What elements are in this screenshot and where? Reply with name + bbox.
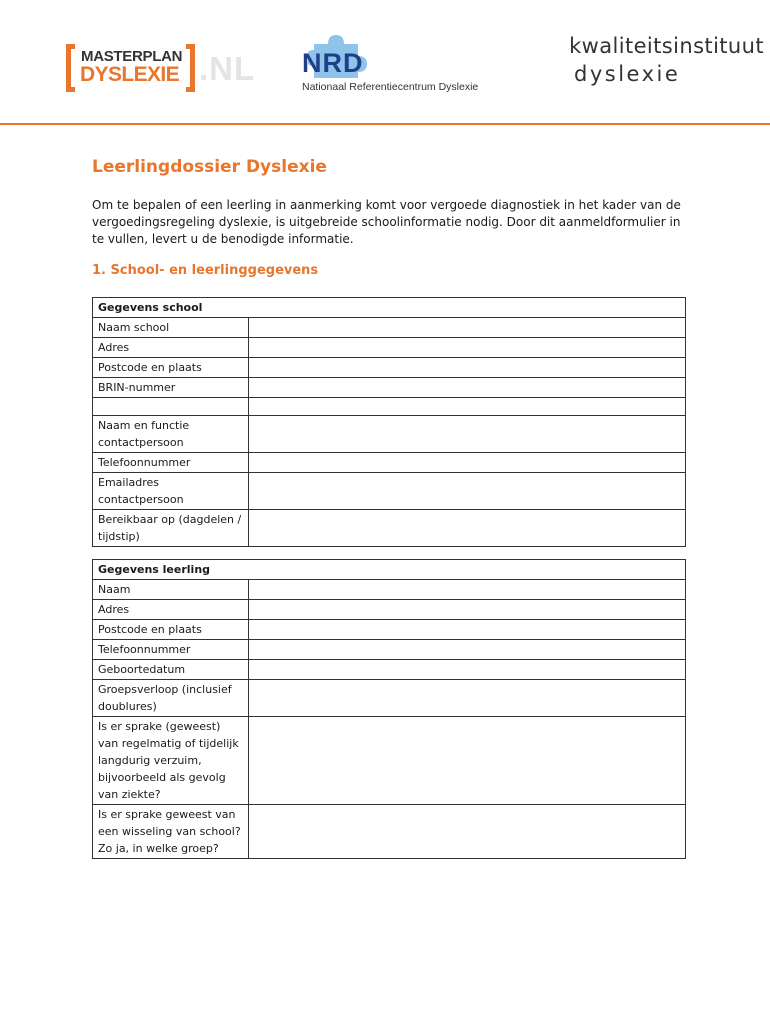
student-details-table [92,559,686,859]
logo-bracket-right [186,44,195,92]
contact-name-function-input[interactable] [249,416,686,453]
school-phone-input[interactable] [249,453,686,473]
nrd-subtitle: Nationaal Referentiecentrum Dyslexie [302,81,479,93]
field-label: Geboortedatum [93,660,249,680]
field-label: Naam en functie contactpersoon [93,416,249,453]
logo-bracket-left [66,44,75,92]
kw-logo-line1: kwaliteitsinstituut [569,34,764,58]
field-label: Bereikbaar op (dagdelen / tijdstip) [93,510,249,547]
intro-paragraph: Om te bepalen of een leerling in aanmerking komt voor vergoede diagnostiek in het kader van de vergoedingsregeling dyslexie, is uitgebreide schoolinformatie nodig. Door dit aanmeldformulier in te vullen, levert u de benodigde informatie. [92,198,681,246]
field-label: Postcode en plaats [93,620,249,640]
absence-input[interactable] [249,717,686,805]
header-divider [0,123,770,125]
school-change-input[interactable] [249,805,686,859]
field-label: Telefoonnummer [93,640,249,660]
nrd-acronym: NRD [302,48,364,78]
field-label: Adres [93,600,249,620]
field-label: Naam school [93,318,249,338]
birthdate-input[interactable] [249,660,686,680]
kw-logo-line2: dyslexie [574,62,681,86]
section-heading: 1. School- en leerlinggegevens [92,263,319,278]
contact-email-input[interactable] [249,473,686,510]
student-address-input[interactable] [249,600,686,620]
student-name-input[interactable] [249,580,686,600]
field-label: Is er sprake (geweest) van regelmatig of tijdelijk langdurig verzuim, bijvoorbeeld als gevolg van ziekte? [93,717,249,805]
kwaliteitsinstituut-dyslexie-logo [534,34,764,94]
table-header: Gegevens leerling [93,560,686,580]
empty-label-cell [93,398,249,416]
table-header: Gegevens school [93,298,686,318]
empty-input-cell[interactable] [249,398,686,416]
page-title: Leerlingdossier Dyslexie [92,157,327,177]
field-label: Groepsverloop (inclusief doublures) [93,680,249,717]
brin-number-input[interactable] [249,378,686,398]
school-details-table [92,297,686,547]
student-phone-input[interactable] [249,640,686,660]
nrd-logo [298,34,523,98]
school-postcode-city-input[interactable] [249,358,686,378]
field-label: BRIN-nummer [93,378,249,398]
field-label: Naam [93,580,249,600]
field-label: Adres [93,338,249,358]
availability-input[interactable] [249,510,686,547]
school-address-input[interactable] [249,338,686,358]
field-label: Emailadres contactpersoon [93,473,249,510]
school-name-input[interactable] [249,318,686,338]
field-label: Is er sprake geweest van een wisseling van school? Zo ja, in welke groep? [93,805,249,859]
field-label: Telefoonnummer [93,453,249,473]
group-history-input[interactable] [249,680,686,717]
logo-text-line1: MASTERPLAN [81,48,183,65]
field-label: Postcode en plaats [93,358,249,378]
student-postcode-city-input[interactable] [249,620,686,640]
logo-text-line2: DYSLEXIE [80,63,180,86]
masterplan-dyslexie-logo [66,44,276,94]
logo-suffix: .NL [199,50,256,87]
